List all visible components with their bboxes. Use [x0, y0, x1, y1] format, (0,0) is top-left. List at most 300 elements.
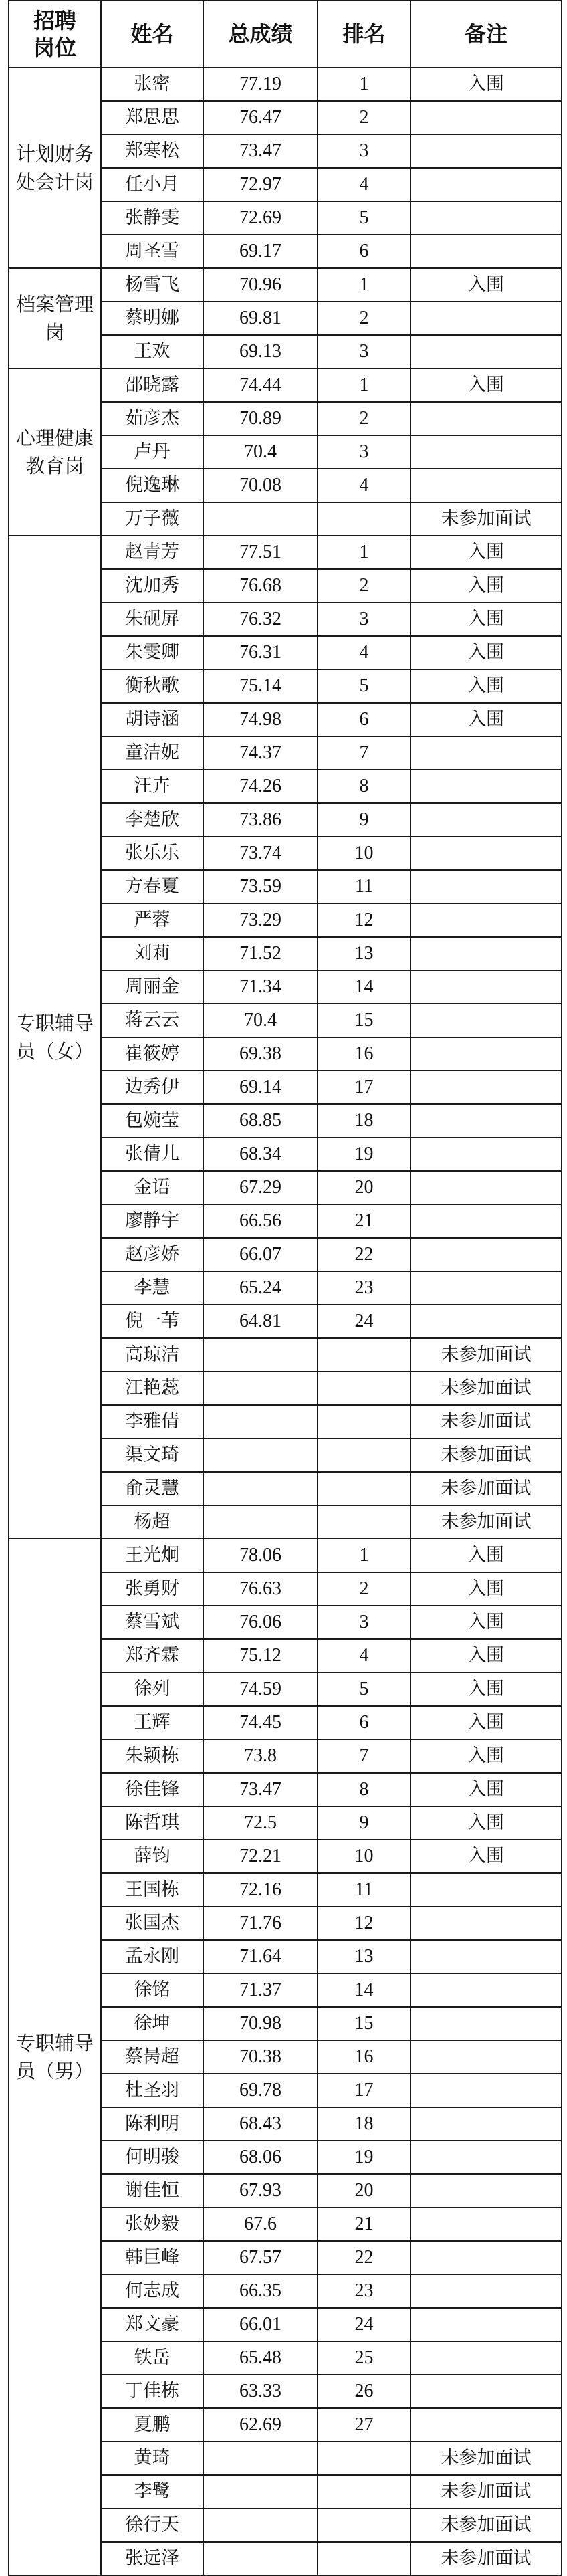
rank-cell: 2 [318, 101, 411, 134]
score-cell: 74.45 [203, 1706, 318, 1739]
name-cell: 徐佳锋 [101, 1773, 203, 1806]
rank-cell: 9 [318, 803, 411, 837]
rank-cell [318, 1405, 411, 1438]
rank-cell: 4 [318, 636, 411, 669]
score-cell: 63.33 [203, 2375, 318, 2408]
score-cell [203, 2508, 318, 2542]
rank-cell: 10 [318, 1840, 411, 1873]
rank-cell: 9 [318, 1806, 411, 1840]
score-cell: 73.59 [203, 870, 318, 903]
score-cell: 70.38 [203, 2040, 318, 2074]
score-cell: 74.37 [203, 736, 318, 770]
name-cell: 童洁妮 [101, 736, 203, 770]
score-cell: 71.76 [203, 1907, 318, 1940]
score-cell: 73.29 [203, 903, 318, 937]
name-cell: 李鹭 [101, 2475, 203, 2508]
rank-cell: 13 [318, 1940, 411, 1973]
score-cell: 67.6 [203, 2208, 318, 2241]
name-cell: 周丽金 [101, 970, 203, 1004]
rank-cell: 5 [318, 201, 411, 235]
rank-cell: 14 [318, 1973, 411, 2007]
name-cell: 张倩儿 [101, 1138, 203, 1171]
name-cell: 张乐乐 [101, 837, 203, 870]
name-cell: 朱雯卿 [101, 636, 203, 669]
score-cell: 66.35 [203, 2274, 318, 2308]
rank-cell: 22 [318, 2241, 411, 2274]
note-cell [411, 2107, 562, 2141]
name-cell: 郑齐霖 [101, 1639, 203, 1673]
note-cell: 入围 [411, 603, 562, 636]
rank-cell: 12 [318, 903, 411, 937]
name-cell: 张静雯 [101, 201, 203, 235]
name-cell: 朱颖栋 [101, 1739, 203, 1773]
post-cell: 专职辅导员（男） [9, 1539, 101, 2575]
rank-cell: 14 [318, 970, 411, 1004]
rank-cell: 8 [318, 770, 411, 803]
name-cell: 方春夏 [101, 870, 203, 903]
note-cell: 未参加面试 [411, 2442, 562, 2475]
note-cell [411, 101, 562, 134]
rank-cell: 3 [318, 1606, 411, 1639]
note-cell [411, 1204, 562, 1238]
name-cell: 邵晓露 [101, 368, 203, 402]
rank-cell: 24 [318, 1305, 411, 1338]
score-cell: 66.01 [203, 2308, 318, 2341]
name-cell: 廖静宇 [101, 1204, 203, 1238]
note-cell: 入围 [411, 1572, 562, 1606]
rank-cell: 6 [318, 1706, 411, 1739]
score-cell [203, 2475, 318, 2508]
name-cell: 赵彦娇 [101, 1238, 203, 1271]
score-cell: 77.51 [203, 536, 318, 569]
table-row [9, 368, 562, 402]
note-cell [411, 1940, 562, 1973]
note-cell [411, 1973, 562, 2007]
note-cell: 未参加面试 [411, 502, 562, 536]
note-cell [411, 2308, 562, 2341]
rank-cell: 6 [318, 235, 411, 268]
rank-cell: 19 [318, 2141, 411, 2174]
note-cell: 未参加面试 [411, 2542, 562, 2575]
rank-cell: 2 [318, 569, 411, 603]
name-cell: 张勇财 [101, 1572, 203, 1606]
rank-cell: 24 [318, 2308, 411, 2341]
header-rank: 排名 [318, 1, 411, 68]
note-cell [411, 2375, 562, 2408]
rank-cell [318, 1505, 411, 1539]
name-cell: 徐列 [101, 1673, 203, 1706]
rank-cell: 1 [318, 1539, 411, 1572]
name-cell: 郑寒松 [101, 134, 203, 168]
note-cell [411, 1238, 562, 1271]
note-cell: 入围 [411, 368, 562, 402]
score-cell: 64.81 [203, 1305, 318, 1338]
note-cell [411, 803, 562, 837]
score-cell: 76.31 [203, 636, 318, 669]
score-cell [203, 1405, 318, 1438]
name-cell: 王辉 [101, 1706, 203, 1739]
rank-cell: 17 [318, 2074, 411, 2107]
score-cell: 70.98 [203, 2007, 318, 2040]
rank-cell: 10 [318, 837, 411, 870]
score-cell: 74.98 [203, 703, 318, 736]
name-cell: 严蓉 [101, 903, 203, 937]
note-cell [411, 770, 562, 803]
table-row [9, 268, 562, 302]
score-cell: 67.29 [203, 1171, 318, 1204]
rank-cell [318, 2542, 411, 2575]
rank-cell: 16 [318, 1037, 411, 1071]
score-cell: 69.38 [203, 1037, 318, 1071]
note-cell [411, 1271, 562, 1305]
name-cell: 铁岳 [101, 2341, 203, 2375]
name-cell: 夏鹏 [101, 2408, 203, 2442]
rank-cell: 11 [318, 1873, 411, 1907]
score-cell: 73.47 [203, 1773, 318, 1806]
rank-cell: 1 [318, 68, 411, 101]
table-row [9, 536, 562, 569]
rank-cell: 1 [318, 536, 411, 569]
table-row [9, 1539, 562, 1572]
name-cell: 王欢 [101, 335, 203, 368]
score-cell: 71.52 [203, 937, 318, 970]
name-cell: 朱砚屏 [101, 603, 203, 636]
note-cell [411, 937, 562, 970]
name-cell: 刘莉 [101, 937, 203, 970]
name-cell: 卢丹 [101, 435, 203, 469]
name-cell: 丁佳栋 [101, 2375, 203, 2408]
score-cell: 69.13 [203, 335, 318, 368]
name-cell: 张国杰 [101, 1907, 203, 1940]
name-cell: 陈利明 [101, 2107, 203, 2141]
note-cell [411, 1907, 562, 1940]
score-cell: 76.68 [203, 569, 318, 603]
score-cell: 62.69 [203, 2408, 318, 2442]
note-cell [411, 335, 562, 368]
rank-cell: 5 [318, 669, 411, 703]
score-cell: 72.21 [203, 1840, 318, 1873]
name-cell: 汪卉 [101, 770, 203, 803]
name-cell: 衡秋歌 [101, 669, 203, 703]
score-cell: 67.57 [203, 2241, 318, 2274]
score-cell: 76.63 [203, 1572, 318, 1606]
score-cell: 68.85 [203, 1104, 318, 1138]
score-cell: 75.14 [203, 669, 318, 703]
score-cell: 71.37 [203, 1973, 318, 2007]
name-cell: 张密 [101, 68, 203, 101]
rank-cell: 26 [318, 2375, 411, 2408]
score-cell: 67.93 [203, 2174, 318, 2208]
note-cell: 入围 [411, 68, 562, 101]
score-cell: 70.4 [203, 435, 318, 469]
score-cell [203, 2542, 318, 2575]
note-cell [411, 870, 562, 903]
name-cell: 黄琦 [101, 2442, 203, 2475]
note-cell [411, 1873, 562, 1907]
note-cell: 未参加面试 [411, 1472, 562, 1505]
name-cell: 杜圣羽 [101, 2074, 203, 2107]
name-cell: 渠文琦 [101, 1438, 203, 1472]
name-cell: 何明骏 [101, 2141, 203, 2174]
rank-cell [318, 1438, 411, 1472]
score-cell: 70.4 [203, 1004, 318, 1037]
note-cell: 入围 [411, 1606, 562, 1639]
rank-cell: 17 [318, 1071, 411, 1104]
rank-cell: 20 [318, 1171, 411, 1204]
rank-cell [318, 2442, 411, 2475]
note-cell: 入围 [411, 1806, 562, 1840]
rank-cell: 11 [318, 870, 411, 903]
note-cell: 未参加面试 [411, 1438, 562, 1472]
name-cell: 徐铭 [101, 1973, 203, 2007]
name-cell: 杨雪飞 [101, 268, 203, 302]
name-cell: 俞灵慧 [101, 1472, 203, 1505]
name-cell: 徐行天 [101, 2508, 203, 2542]
score-cell: 66.07 [203, 1238, 318, 1271]
score-cell: 75.12 [203, 1639, 318, 1673]
note-cell [411, 2141, 562, 2174]
note-cell [411, 2074, 562, 2107]
name-cell: 茹彦杰 [101, 402, 203, 435]
rank-cell: 18 [318, 1104, 411, 1138]
note-cell: 未参加面试 [411, 2508, 562, 2542]
score-cell: 74.26 [203, 770, 318, 803]
note-cell [411, 903, 562, 937]
note-cell: 未参加面试 [411, 2475, 562, 2508]
rank-cell [318, 502, 411, 536]
rank-cell: 16 [318, 2040, 411, 2074]
rank-cell: 19 [318, 1138, 411, 1171]
name-cell: 金语 [101, 1171, 203, 1204]
name-cell: 高琼洁 [101, 1338, 203, 1372]
score-cell: 68.34 [203, 1138, 318, 1171]
note-cell [411, 1037, 562, 1071]
score-cell: 70.96 [203, 268, 318, 302]
name-cell: 倪逸琳 [101, 469, 203, 502]
name-cell: 孟永刚 [101, 1940, 203, 1973]
score-cell: 76.32 [203, 603, 318, 636]
rank-cell: 23 [318, 2274, 411, 2308]
note-cell: 入围 [411, 1673, 562, 1706]
post-cell: 心理健康教育岗 [9, 368, 101, 536]
note-cell: 入围 [411, 669, 562, 703]
score-cell: 74.44 [203, 368, 318, 402]
name-cell: 江艳蕊 [101, 1372, 203, 1405]
name-cell: 韩巨峰 [101, 2241, 203, 2274]
rank-cell: 7 [318, 736, 411, 770]
score-cell: 68.06 [203, 2141, 318, 2174]
header-post [9, 1, 101, 68]
note-cell [411, 2174, 562, 2208]
rank-cell: 21 [318, 2208, 411, 2241]
rank-cell: 18 [318, 2107, 411, 2141]
score-cell: 73.74 [203, 837, 318, 870]
rank-cell: 2 [318, 302, 411, 335]
rank-cell: 3 [318, 435, 411, 469]
note-cell [411, 837, 562, 870]
score-cell: 69.14 [203, 1071, 318, 1104]
name-cell: 张妙毅 [101, 2208, 203, 2241]
rank-cell: 15 [318, 2007, 411, 2040]
rank-cell: 2 [318, 402, 411, 435]
name-cell: 李楚欣 [101, 803, 203, 837]
post-cell: 档案管理岗 [9, 268, 101, 368]
name-cell: 周圣雪 [101, 235, 203, 268]
note-cell [411, 2408, 562, 2442]
rank-cell: 23 [318, 1271, 411, 1305]
score-cell: 65.48 [203, 2341, 318, 2375]
score-cell: 72.69 [203, 201, 318, 235]
score-cell: 73.47 [203, 134, 318, 168]
rank-cell [318, 2508, 411, 2542]
rank-cell: 4 [318, 469, 411, 502]
name-cell: 倪一苇 [101, 1305, 203, 1338]
note-cell [411, 2208, 562, 2241]
note-cell [411, 1138, 562, 1171]
rank-cell: 1 [318, 368, 411, 402]
name-cell: 杨超 [101, 1505, 203, 1539]
note-cell [411, 168, 562, 201]
header-score: 总成绩 [203, 1, 318, 68]
name-cell: 何志成 [101, 2274, 203, 2308]
name-cell: 李雅倩 [101, 1405, 203, 1438]
rank-cell: 15 [318, 1004, 411, 1037]
score-cell: 72.5 [203, 1806, 318, 1840]
name-cell: 万子薇 [101, 502, 203, 536]
score-cell: 66.56 [203, 1204, 318, 1238]
score-cell [203, 1338, 318, 1372]
name-cell: 崔筱婷 [101, 1037, 203, 1071]
score-cell: 71.34 [203, 970, 318, 1004]
table-row [9, 68, 562, 101]
note-cell [411, 469, 562, 502]
score-cell: 77.19 [203, 68, 318, 101]
rank-cell: 4 [318, 1639, 411, 1673]
note-cell: 入围 [411, 1840, 562, 1873]
name-cell: 赵青芳 [101, 536, 203, 569]
score-cell [203, 1472, 318, 1505]
name-cell: 郑文豪 [101, 2308, 203, 2341]
score-cell: 72.16 [203, 1873, 318, 1907]
score-cell: 68.43 [203, 2107, 318, 2141]
note-cell: 入围 [411, 1706, 562, 1739]
score-cell [203, 502, 318, 536]
note-cell [411, 435, 562, 469]
rank-cell: 1 [318, 268, 411, 302]
name-cell: 陈哲琪 [101, 1806, 203, 1840]
note-cell: 未参加面试 [411, 1372, 562, 1405]
note-cell [411, 201, 562, 235]
note-cell [411, 2040, 562, 2074]
note-cell: 入围 [411, 536, 562, 569]
name-cell: 谢佳恒 [101, 2174, 203, 2208]
name-cell: 蔡明娜 [101, 302, 203, 335]
note-cell [411, 1171, 562, 1204]
header-post-line2: 岗位 [33, 35, 76, 60]
rank-cell: 13 [318, 937, 411, 970]
score-cell: 69.81 [203, 302, 318, 335]
name-cell: 蔡雪斌 [101, 1606, 203, 1639]
rank-cell: 4 [318, 168, 411, 201]
name-cell: 徐坤 [101, 2007, 203, 2040]
results-document [8, 0, 561, 2576]
note-cell: 入围 [411, 703, 562, 736]
score-cell: 73.86 [203, 803, 318, 837]
name-cell: 蔡昺超 [101, 2040, 203, 2074]
name-cell: 包婉莹 [101, 1104, 203, 1138]
note-cell: 未参加面试 [411, 1338, 562, 1372]
note-cell: 入围 [411, 1739, 562, 1773]
rank-cell: 20 [318, 2174, 411, 2208]
note-cell: 未参加面试 [411, 1505, 562, 1539]
note-cell: 入围 [411, 569, 562, 603]
rank-cell: 8 [318, 1773, 411, 1806]
rank-cell: 3 [318, 603, 411, 636]
name-cell: 李慧 [101, 1271, 203, 1305]
rank-cell: 3 [318, 134, 411, 168]
score-cell: 73.8 [203, 1739, 318, 1773]
rank-cell: 5 [318, 1673, 411, 1706]
name-cell: 薛钧 [101, 1840, 203, 1873]
note-cell [411, 1305, 562, 1338]
note-cell: 入围 [411, 1539, 562, 1572]
note-cell [411, 1104, 562, 1138]
name-cell: 沈加秀 [101, 569, 203, 603]
note-cell: 未参加面试 [411, 1405, 562, 1438]
score-cell [203, 1505, 318, 1539]
score-cell: 76.06 [203, 1606, 318, 1639]
note-cell [411, 134, 562, 168]
rank-cell: 25 [318, 2341, 411, 2375]
rank-cell: 12 [318, 1907, 411, 1940]
score-cell: 70.89 [203, 402, 318, 435]
rank-cell: 6 [318, 703, 411, 736]
name-cell: 王光炯 [101, 1539, 203, 1572]
header-row [9, 1, 562, 68]
note-cell: 入围 [411, 268, 562, 302]
note-cell [411, 1004, 562, 1037]
note-cell: 入围 [411, 1773, 562, 1806]
note-cell: 入围 [411, 636, 562, 669]
post-cell: 专职辅导员（女） [9, 536, 101, 1539]
score-cell: 69.17 [203, 235, 318, 268]
score-cell: 72.97 [203, 168, 318, 201]
name-cell: 胡诗涵 [101, 703, 203, 736]
score-cell: 70.08 [203, 469, 318, 502]
score-cell: 69.78 [203, 2074, 318, 2107]
note-cell [411, 235, 562, 268]
rank-cell [318, 1338, 411, 1372]
note-cell [411, 970, 562, 1004]
score-cell [203, 2442, 318, 2475]
rank-cell: 27 [318, 2408, 411, 2442]
score-cell: 71.64 [203, 1940, 318, 1973]
rank-cell: 21 [318, 1204, 411, 1238]
score-cell: 76.47 [203, 101, 318, 134]
rank-cell [318, 1372, 411, 1405]
score-cell: 74.59 [203, 1673, 318, 1706]
score-cell [203, 1438, 318, 1472]
note-cell [411, 2274, 562, 2308]
name-cell: 任小月 [101, 168, 203, 201]
header-name: 姓名 [101, 1, 203, 68]
note-cell [411, 736, 562, 770]
note-cell [411, 1071, 562, 1104]
name-cell: 王国栋 [101, 1873, 203, 1907]
name-cell: 蒋云云 [101, 1004, 203, 1037]
name-cell: 郑思思 [101, 101, 203, 134]
name-cell: 张远泽 [101, 2542, 203, 2575]
